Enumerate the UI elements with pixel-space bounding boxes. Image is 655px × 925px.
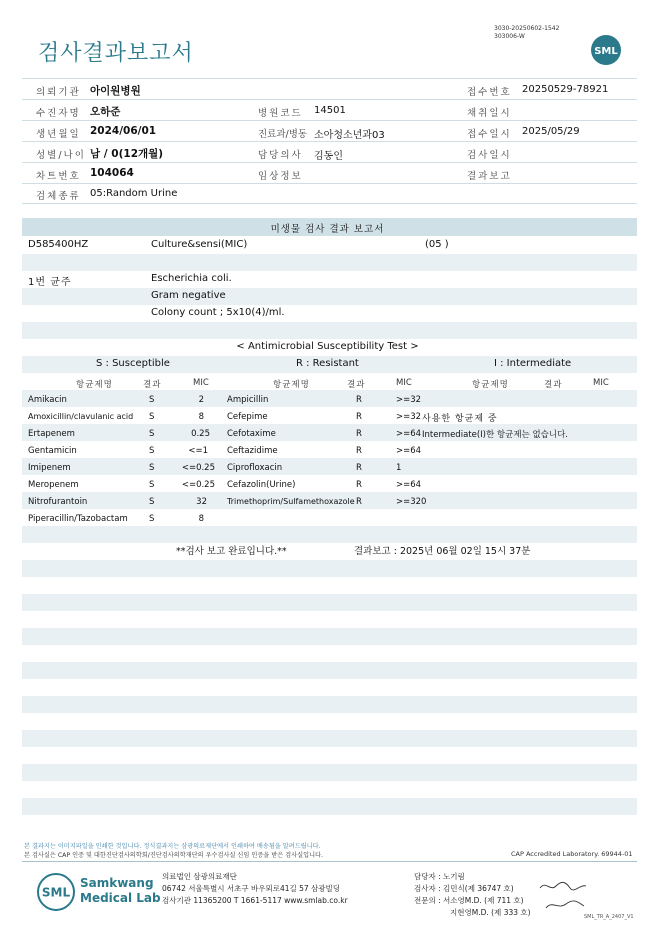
intermediate-note-1: 사용한 항균제 중 bbox=[422, 414, 498, 424]
legend-resistant: R : Resistant bbox=[296, 358, 359, 369]
ast-drug: Meropenem bbox=[28, 480, 79, 490]
ast-result: R bbox=[356, 446, 362, 456]
colony-count: Colony count ; 5x10(4)/ml. bbox=[151, 307, 285, 318]
ast-result: R bbox=[356, 429, 362, 439]
ast-mic: <=0.25 bbox=[181, 463, 215, 473]
ast-title: < Antimicrobial Susceptibility Test > bbox=[236, 341, 419, 352]
doctor-label: 담당의사 bbox=[258, 150, 303, 161]
form-code: SML_TR_A_2407_V1 bbox=[584, 914, 634, 920]
hospital-code-label: 병원코드 bbox=[258, 108, 303, 119]
ast-drug: Ceftazidime bbox=[227, 446, 278, 456]
specimen-label: 검체종류 bbox=[36, 191, 81, 202]
staff-specialist-1: 전문의 : 서소영M.D. (제 711 호) bbox=[414, 896, 524, 905]
cap-accreditation: CAP Accredited Laboratory. 69944-01 bbox=[511, 850, 633, 858]
ast-mic: >=32 bbox=[396, 395, 422, 405]
ast-mic: >=64 bbox=[396, 429, 422, 439]
sex-age-label: 성별/나이 bbox=[36, 150, 86, 161]
ast-result: R bbox=[356, 463, 362, 473]
test-date-label: 검사일시 bbox=[467, 150, 512, 161]
test-name: Culture&sensi(MIC) bbox=[151, 239, 248, 250]
staff-contact: 담당자 : 노기림 bbox=[414, 872, 465, 881]
col-drug-1: 항균제명 bbox=[76, 380, 113, 390]
receipt-no-label: 접수번호 bbox=[467, 87, 512, 98]
dob-label: 생년월일 bbox=[36, 129, 81, 140]
ast-mic: <=1 bbox=[188, 446, 208, 456]
ast-drug: Amikacin bbox=[28, 395, 67, 405]
ast-drug: Gentamicin bbox=[28, 446, 77, 456]
ast-mic: 8 bbox=[198, 412, 204, 422]
hospital-value: 아이원병원 bbox=[90, 85, 141, 97]
brand-line-2: Medical Lab bbox=[80, 891, 161, 905]
col-drug-2: 항균제명 bbox=[273, 380, 310, 390]
intermediate-note-2: Intermediate(I)한 항균제는 없습니다. bbox=[422, 430, 568, 440]
legend-susceptible: S : Susceptible bbox=[96, 358, 170, 369]
staff-tester: 검사자 : 김민식(제 36747 호) bbox=[414, 884, 514, 893]
chart-label: 차트번호 bbox=[36, 171, 81, 182]
col-mic-1: MIC bbox=[193, 378, 209, 388]
ast-result: R bbox=[356, 412, 362, 422]
test-num: (05 ) bbox=[425, 239, 449, 250]
ast-mic: 32 bbox=[196, 497, 207, 507]
ast-drug: Nitrofurantoin bbox=[28, 497, 88, 507]
col-mic-3: MIC bbox=[593, 378, 609, 388]
receipt-date-label: 접수일시 bbox=[467, 129, 512, 140]
ast-result: S bbox=[149, 480, 155, 490]
ast-drug: Trimethoprim/Sulfamethoxazole bbox=[227, 497, 355, 506]
signature-icon bbox=[538, 878, 590, 914]
ast-mic: >=320 bbox=[396, 497, 427, 507]
hospital-label: 의뢰기관 bbox=[36, 87, 81, 98]
micro-section-title: 미생물 검사 결과 보고서 bbox=[270, 224, 385, 235]
ast-result: S bbox=[149, 395, 155, 405]
doctor-value: 김동인 bbox=[314, 151, 343, 162]
ast-mic: 2 bbox=[198, 395, 204, 405]
receipt-no-value: 20250529-78921 bbox=[522, 84, 609, 95]
patient-label: 수진자명 bbox=[36, 108, 81, 119]
brand-line-1: Samkwang bbox=[80, 876, 154, 890]
svg-text:SML: SML bbox=[41, 885, 71, 900]
ast-result: S bbox=[149, 412, 155, 422]
ast-result: S bbox=[149, 429, 155, 439]
org-address: 06742 서울특별시 서초구 바우뫼로41길 57 삼광빌딩 bbox=[162, 884, 341, 893]
ast-mic: 8 bbox=[198, 514, 204, 524]
disclaimer-2: 본 검사실은 CAP 인증 및 대한진단검사의학회/진단검사의학재단의 우수검사실 신임 인증을 받은 검사실입니다. bbox=[24, 852, 323, 859]
page-title: 검사결과보고서 bbox=[38, 41, 194, 66]
ast-drug: Ertapenem bbox=[28, 429, 75, 439]
doc-code: 3030-20250602-1542 303006-W bbox=[494, 25, 560, 40]
hospital-code-value: 14501 bbox=[314, 105, 346, 116]
specimen-value: 05:Random Urine bbox=[90, 188, 178, 199]
col-mic-2: MIC bbox=[396, 378, 412, 388]
ast-drug: Piperacillin/Tazobactam bbox=[28, 514, 128, 524]
org-name: 의료법인 삼광의료재단 bbox=[162, 872, 237, 881]
org-phone: 검사기관 11365200 T 1661-5117 www.smlab.co.kr bbox=[162, 896, 348, 905]
ast-result: R bbox=[356, 480, 362, 490]
ast-mic: 0.25 bbox=[191, 429, 210, 439]
clinical-label: 임상정보 bbox=[258, 171, 303, 182]
report-label: 결과보고 bbox=[467, 171, 512, 182]
col-result-2: 결과 bbox=[347, 380, 366, 390]
ast-drug: Amoxicillin/clavulanic acid bbox=[28, 412, 134, 421]
col-drug-3: 항균제명 bbox=[472, 380, 509, 390]
organism-name: Escherichia coli. bbox=[151, 273, 232, 284]
ast-drug: Ampicillin bbox=[227, 395, 269, 405]
col-result-1: 결과 bbox=[143, 380, 162, 390]
dept-label: 진료과/병동 bbox=[258, 129, 308, 140]
ast-result: S bbox=[149, 497, 155, 507]
chart-no-value: 104064 bbox=[90, 167, 134, 179]
sml-footer-logo-icon bbox=[36, 872, 76, 912]
organism-label: 1번 균주 bbox=[28, 277, 72, 288]
collect-date-label: 채취일시 bbox=[467, 108, 512, 119]
receipt-date-value: 2025/05/29 bbox=[522, 126, 580, 137]
disclaimer-1: 본 결과지는 이미지파일을 인쇄한 것입니다. 정식결과지는 삼광의료재단에서 인쇄하여 배송됨을 알려드립니다. bbox=[24, 843, 321, 850]
dob-value: 2024/06/01 bbox=[90, 125, 157, 137]
ast-drug: Cefotaxime bbox=[227, 429, 276, 439]
ast-mic: >=32 bbox=[396, 412, 422, 422]
svg-text:SML: SML bbox=[594, 46, 618, 57]
completion-note: **검사 보고 완료입니다.** bbox=[176, 546, 287, 557]
gram-stain: Gram negative bbox=[151, 290, 226, 301]
ast-mic: >=64 bbox=[396, 446, 422, 456]
report-time: 결과보고 : 2025년 06월 02일 15시 37분 bbox=[354, 546, 531, 557]
test-code: D585400HZ bbox=[28, 239, 89, 250]
ast-drug: Imipenem bbox=[28, 463, 71, 473]
ast-drug: Cefepime bbox=[227, 412, 268, 422]
staff-specialist-2: 지현영M.D. (제 333 호) bbox=[450, 908, 531, 917]
sml-logo-icon bbox=[590, 34, 622, 66]
ast-result: R bbox=[356, 395, 362, 405]
sex-age-value: 남 / 0(12개월) bbox=[90, 148, 164, 160]
ast-drug: Ciprofloxacin bbox=[227, 463, 283, 473]
col-result-3: 결과 bbox=[544, 380, 563, 390]
ast-result: S bbox=[149, 446, 155, 456]
ast-drug: Cefazolin(Urine) bbox=[227, 480, 296, 490]
ast-result: S bbox=[149, 514, 155, 524]
dept-value: 소아청소년과03 bbox=[314, 130, 385, 141]
ast-mic: 1 bbox=[396, 463, 402, 473]
ast-mic: >=64 bbox=[396, 480, 422, 490]
ast-result: S bbox=[149, 463, 155, 473]
patient-name: 오하준 bbox=[90, 106, 121, 118]
ast-result: R bbox=[356, 497, 362, 507]
ast-mic: <=0.25 bbox=[181, 480, 215, 490]
legend-intermediate: I : Intermediate bbox=[494, 358, 572, 369]
